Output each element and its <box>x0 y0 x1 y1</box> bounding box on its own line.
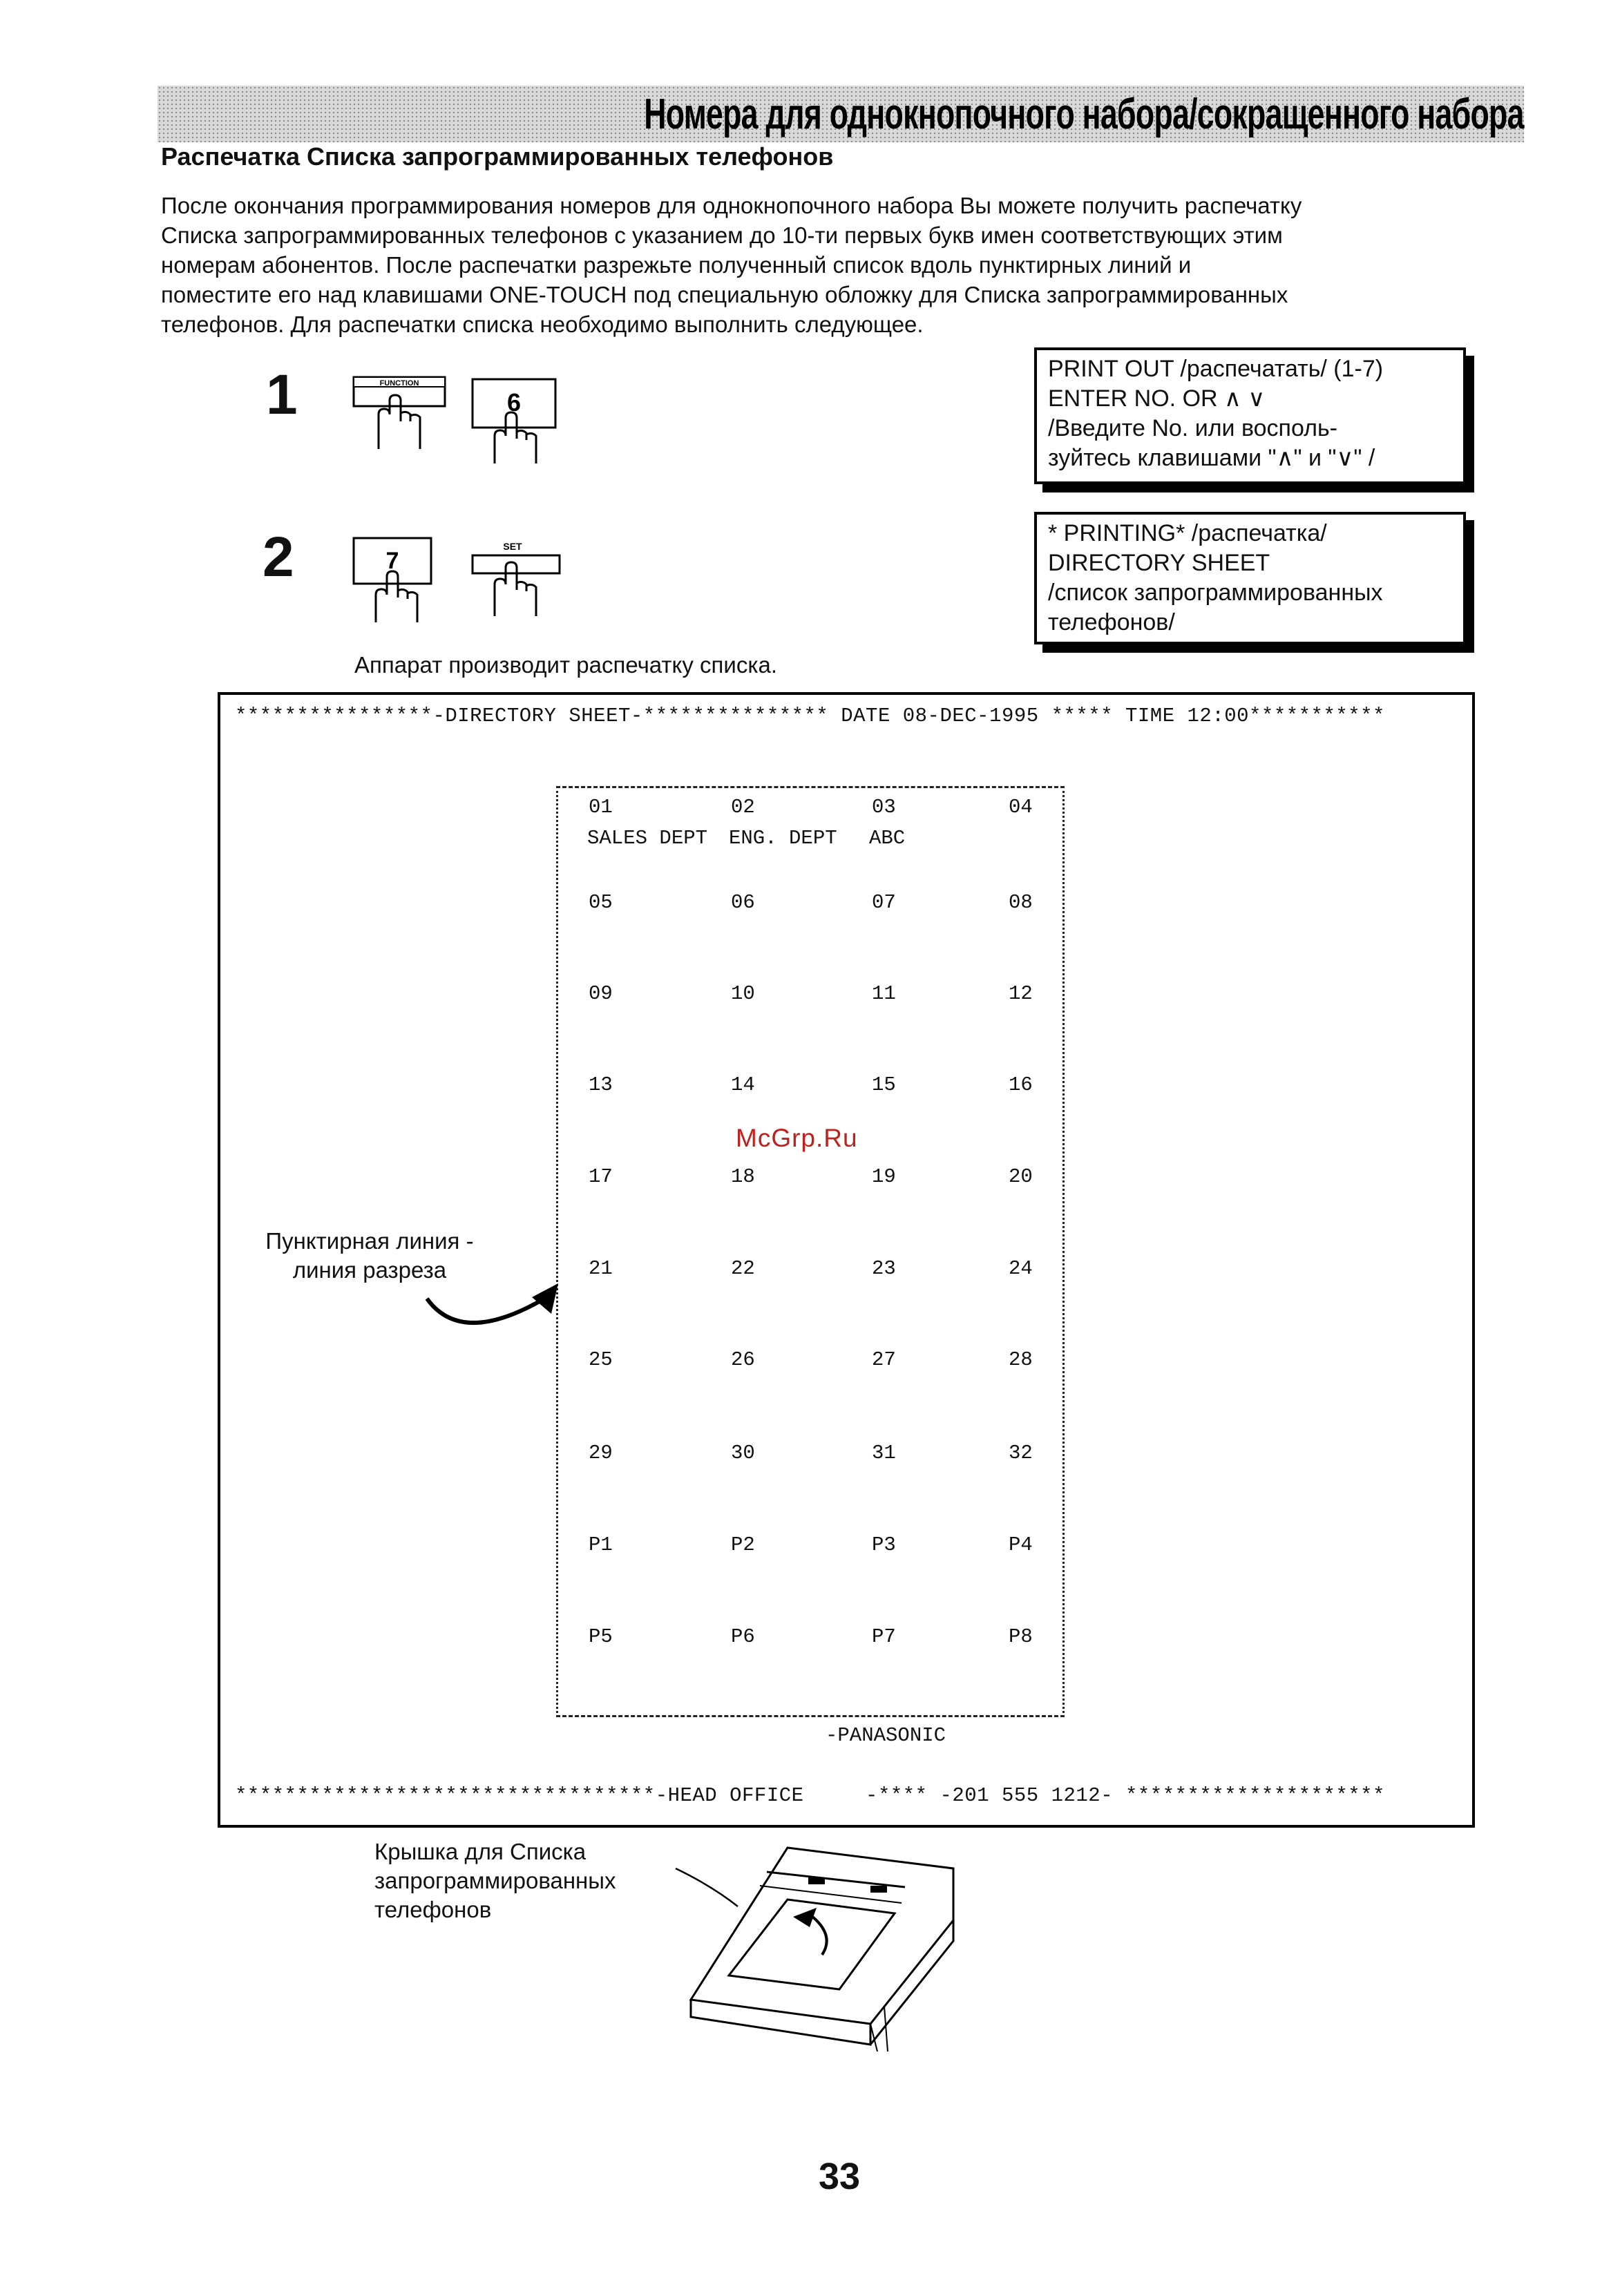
cut-label-line: Пунктирная линия - <box>265 1228 474 1254</box>
directory-cell: 24 <box>1009 1257 1033 1280</box>
display-line: телефонов/ <box>1048 609 1175 635</box>
directory-cell: P5 <box>589 1625 613 1648</box>
directory-cell: 13 <box>589 1073 613 1096</box>
directory-name: ABC <box>869 827 906 850</box>
directory-cell: 32 <box>1009 1442 1033 1464</box>
directory-cell: 11 <box>872 982 896 1005</box>
directory-cell: 12 <box>1009 982 1033 1005</box>
directory-cell: P6 <box>731 1625 755 1648</box>
key-6-icon <box>470 376 560 466</box>
display-line: DIRECTORY SHEET <box>1048 550 1270 576</box>
display-step1 <box>1034 347 1466 484</box>
display-line: * PRINTING* /распечатка/ <box>1048 520 1327 546</box>
directory-cell: P2 <box>731 1533 755 1556</box>
step-number-1: 1 <box>266 363 298 426</box>
section-title: Распечатка Списка запрограммированных телефонов <box>161 142 834 171</box>
directory-cell: 19 <box>872 1165 896 1188</box>
set-key-label: SET <box>503 541 522 552</box>
set-key-icon <box>470 539 566 622</box>
function-key-icon <box>351 373 448 456</box>
directory-cell: 25 <box>589 1348 613 1371</box>
directory-name: ENG. DEPT <box>729 827 837 850</box>
directory-cell: P4 <box>1009 1533 1033 1556</box>
directory-cell: 15 <box>872 1073 896 1096</box>
directory-cell: 04 <box>1009 796 1033 819</box>
directory-cell: 17 <box>589 1165 613 1188</box>
directory-cell: 26 <box>731 1348 755 1371</box>
cover-label-line: запрограммированных <box>374 1868 616 1893</box>
display-step2 <box>1034 512 1466 644</box>
directory-cell: 16 <box>1009 1073 1033 1096</box>
display-line: /список запрограммированных <box>1048 580 1383 606</box>
directory-cell: 30 <box>731 1442 755 1464</box>
curved-arrow-icon <box>420 1271 572 1347</box>
directory-cell: 08 <box>1009 891 1033 914</box>
key-6-label: 6 <box>506 388 522 417</box>
cover-label-line: Крышка для Списка <box>374 1839 587 1864</box>
directory-cell: 27 <box>872 1348 896 1371</box>
page-number: 33 <box>819 2156 861 2197</box>
directory-cell: 10 <box>731 982 755 1005</box>
directory-cell: 05 <box>589 891 613 914</box>
intro-line: После окончания программирования номеров для однокнопочного набора Вы можете получить распечатку <box>161 193 1302 218</box>
cover-label-line: телефонов <box>374 1897 492 1922</box>
display-line: ENTER NO. OR ∧ ∨ <box>1048 385 1266 412</box>
directory-cell: 18 <box>731 1165 755 1188</box>
directory-sheet-footer: **********************************-HEAD OFFICE -**** -201 555 1212- ********************* <box>235 1784 1385 1807</box>
cover-label <box>374 1837 616 1924</box>
cut-line-frame <box>556 786 1065 1717</box>
cover-illustration <box>663 1830 988 2051</box>
directory-name: SALES DEPT <box>587 827 708 850</box>
brand-label: -PANASONIC <box>826 1724 946 1747</box>
intro-line: номерам абонентов. После распечатки разрежьте полученный список вдоль пунктирных линий и <box>161 252 1192 278</box>
directory-cell: 14 <box>731 1073 755 1096</box>
directory-cell: 22 <box>731 1257 755 1280</box>
key-7-icon <box>351 535 441 625</box>
directory-cell: P1 <box>589 1533 613 1556</box>
directory-cell: 31 <box>872 1442 896 1464</box>
intro-line: телефонов. Для распечатки списка необходимо выполнить следующее. <box>161 312 924 337</box>
display-line: /Введите No. или восполь- <box>1048 415 1338 441</box>
intro-line: поместите его над клавишами ONE-TOUCH под специальную обложку для Списка запрограммированных <box>161 282 1288 307</box>
directory-cell: P8 <box>1009 1625 1033 1648</box>
directory-cell: 01 <box>589 796 613 819</box>
directory-cell: 03 <box>872 796 896 819</box>
directory-cell: P3 <box>872 1533 896 1556</box>
function-key-label: FUNCTION <box>379 379 419 388</box>
display-line: PRINT OUT /распечатать/ (1-7) <box>1048 356 1384 382</box>
directory-cell: 06 <box>731 891 755 914</box>
directory-cell: 07 <box>872 891 896 914</box>
step-number-2: 2 <box>263 526 294 589</box>
directory-cell: 20 <box>1009 1165 1033 1188</box>
cut-label-line: линия разреза <box>292 1257 447 1283</box>
directory-sheet-header: ****************-DIRECTORY SHEET-*************** DATE 08-DEC-1995 ***** TIME 12:00*********** <box>235 705 1385 727</box>
directory-cell: 28 <box>1009 1348 1033 1371</box>
step2-caption: Аппарат производит распечатку списка. <box>354 652 777 678</box>
directory-cell: 21 <box>589 1257 613 1280</box>
directory-cell: 02 <box>731 796 755 819</box>
directory-cell: 09 <box>589 982 613 1005</box>
directory-cell: 23 <box>872 1257 896 1280</box>
intro-line: Списка запрограммированных телефонов с указанием до 10-ти первых букв имен соответствующих этим <box>161 222 1283 248</box>
page-header-title: Номера для однокнопочного набора/сокращенного набора <box>644 90 1524 138</box>
key-7-label: 7 <box>385 548 399 574</box>
directory-cell: 29 <box>589 1442 613 1464</box>
display-line: зуйтесь клавишами "∧" и "∨" / <box>1048 445 1375 471</box>
watermark: McGrp.Ru <box>736 1124 858 1152</box>
intro-paragraph <box>161 191 1529 339</box>
directory-cell: P7 <box>872 1625 896 1648</box>
